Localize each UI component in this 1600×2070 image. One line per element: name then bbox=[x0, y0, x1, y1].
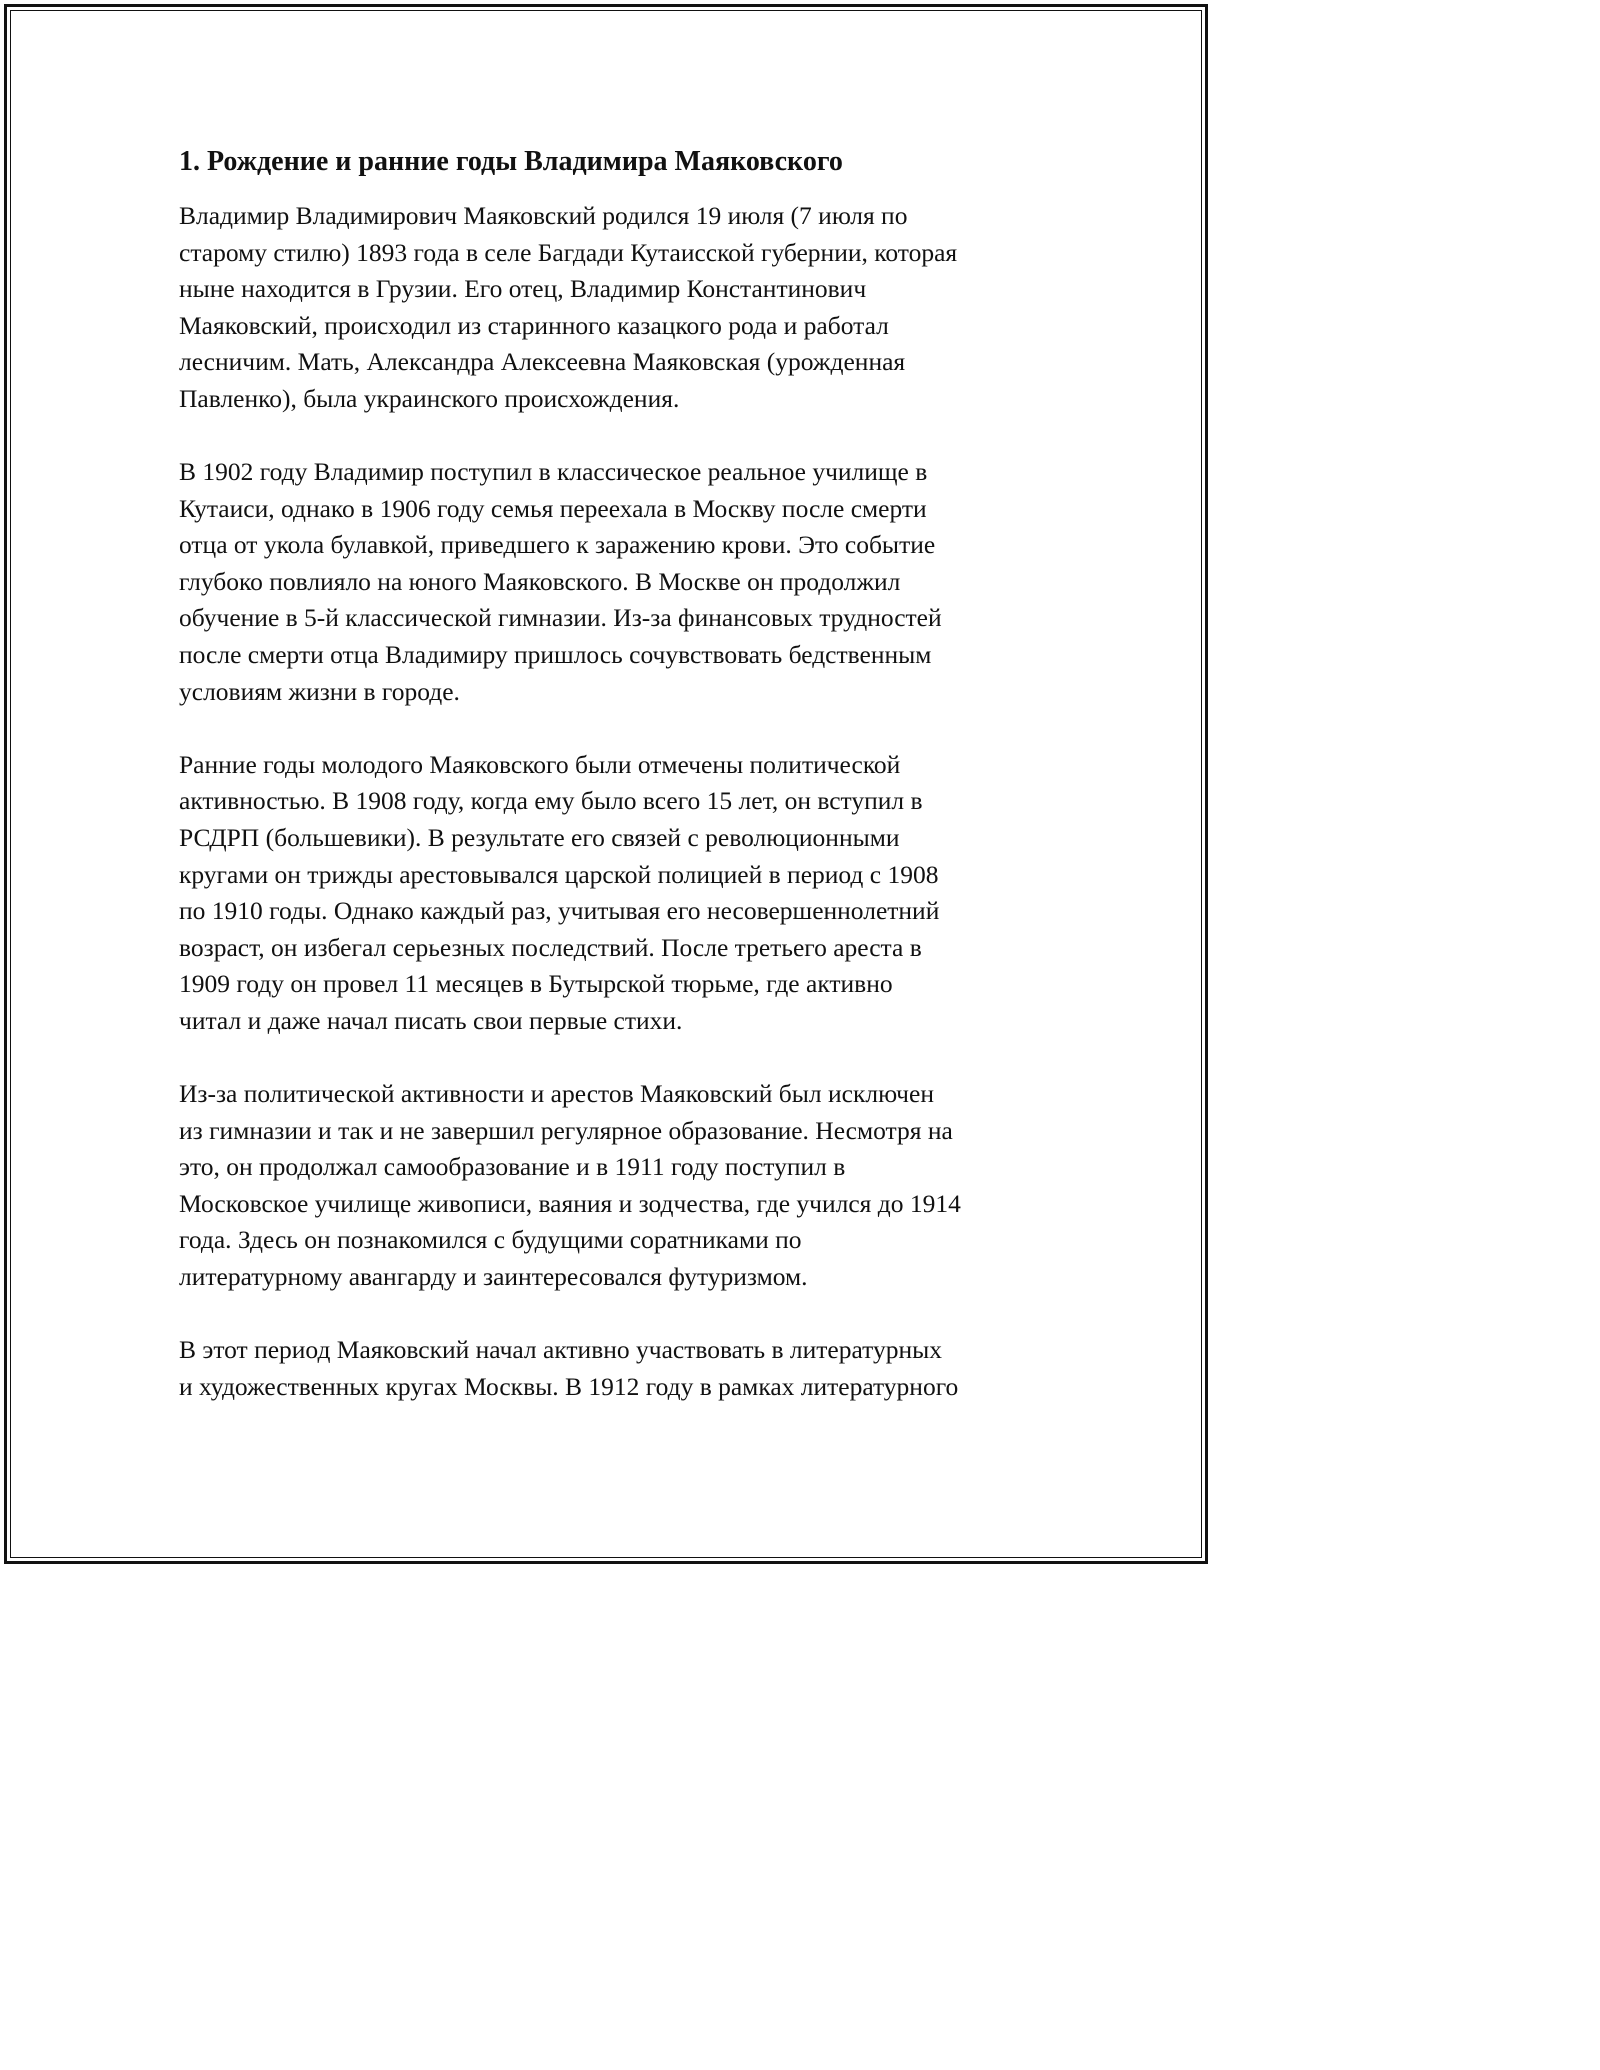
text-line: Павленко), была украинского происхождения. bbox=[179, 383, 680, 413]
text-line: из гимназии и так и не завершил регулярное образование. Несмотря на bbox=[179, 1115, 953, 1145]
text-line: лесничим. Мать, Александра Алексеевна Маяковская (урожденная bbox=[179, 347, 906, 377]
text-line: и художественных кругах Москвы. В 1912 году в рамках литературного bbox=[179, 1371, 959, 1401]
section-heading: 1. Рождение и ранние годы Владимира Маяковского bbox=[179, 146, 843, 177]
text-line: активностью. В 1908 году, когда ему было всего 15 лет, он вступил в bbox=[179, 786, 923, 816]
text-line: глубоко повлияло на юного Маяковского. В Москве он продолжил bbox=[179, 566, 901, 596]
text-line: Ранние годы молодого Маяковского были отмечены политической bbox=[179, 749, 901, 779]
text-line: после смерти отца Владимиру пришлось сочувствовать бедственным bbox=[179, 640, 932, 670]
text-line: читал и даже начал писать свои первые стихи. bbox=[179, 1005, 683, 1035]
paragraph-political-activity bbox=[179, 747, 1049, 1040]
document-page bbox=[179, 142, 1049, 1405]
text-line: Кутаиси, однако в 1906 году семья переехала в Москву после смерти bbox=[179, 493, 927, 523]
text-line: ныне находится в Грузии. Его отец, Владимир Константинович bbox=[179, 274, 867, 304]
text-line: В этот период Маяковский начал активно участвовать в литературных bbox=[179, 1335, 942, 1365]
text-line: Владимир Владимирович Маяковский родился 19 июля (7 июля по bbox=[179, 201, 908, 230]
text-line: обучение в 5-й классической гимназии. Из-за финансовых трудностей bbox=[179, 603, 942, 633]
paragraph-schooling bbox=[179, 454, 1049, 710]
text-line: это, он продолжал самообразование и в 1911 году поступил в bbox=[179, 1152, 846, 1182]
text-line: литературному авангарду и заинтересовался футуризмом. bbox=[179, 1261, 808, 1291]
text-line: В 1902 году Владимир поступил в классическое реальное училище в bbox=[179, 457, 928, 487]
text-line: РСДРП (большевики). В результате его связей с революционными bbox=[179, 822, 900, 852]
paragraph-birth bbox=[179, 198, 1049, 418]
text-line: условиям жизни в городе. bbox=[179, 676, 460, 706]
text-line: по 1910 годы. Однако каждый раз, учитывая его несовершеннолетний bbox=[179, 896, 940, 926]
text-line: Московское училище живописи, ваяния и зодчества, где учился до 1914 bbox=[179, 1188, 961, 1218]
text-line: Из-за политической активности и арестов Маяковский был исключен bbox=[179, 1078, 934, 1108]
text-line: отца от укола булавкой, приведшего к заражению крови. Это событие bbox=[179, 530, 936, 560]
text-line: Маяковский, происходил из старинного казацкого рода и работал bbox=[179, 310, 889, 340]
paragraph-literary-circles bbox=[179, 1332, 1049, 1405]
paragraph-education bbox=[179, 1076, 1049, 1296]
text-line: 1909 году он провел 11 месяцев в Бутырской тюрьме, где активно bbox=[179, 969, 893, 999]
text-line: старому стилю) 1893 года в селе Багдади Кутаисской губернии, которая bbox=[179, 237, 958, 267]
text-line: кругами он трижды арестовывался царской полицией в период с 1908 bbox=[179, 859, 939, 889]
text-line: года. Здесь он познакомился с будущими соратниками по bbox=[179, 1225, 802, 1255]
text-line: возраст, он избегал серьезных последствий. После третьего ареста в bbox=[179, 932, 922, 962]
